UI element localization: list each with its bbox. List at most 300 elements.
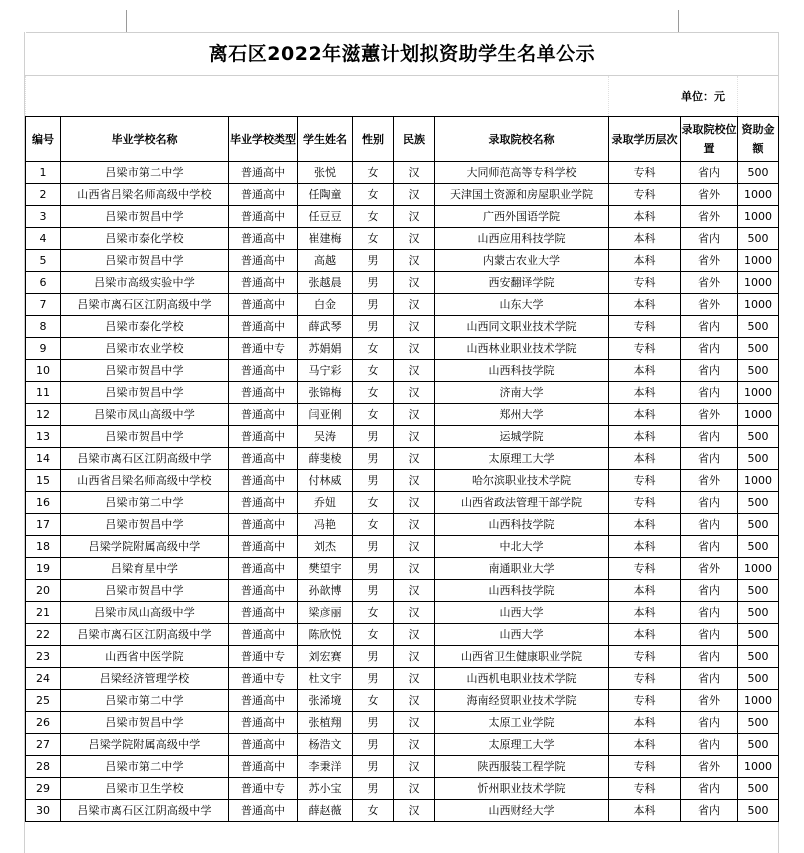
table-row (26, 272, 779, 294)
table-row (26, 294, 779, 316)
admitted-college-cell: 太原理工大学 (435, 734, 609, 756)
admitted-college-cell: 济南大学 (435, 382, 609, 404)
student-name-cell: 任陶童 (298, 184, 353, 206)
subsidy-amount-cell: 500 (738, 624, 779, 646)
header-cell: 资助金额 (738, 117, 779, 162)
degree-level-cell: 本科 (609, 734, 681, 756)
degree-level-cell: 本科 (609, 624, 681, 646)
student-name-cell: 孙歆博 (298, 580, 353, 602)
table-row (26, 756, 779, 778)
graduate-school-cell: 吕梁经济管理学校 (61, 668, 229, 690)
college-location-cell: 省外 (681, 470, 738, 492)
page-corner-mark-left (126, 10, 127, 32)
college-location-cell: 省外 (681, 558, 738, 580)
graduate-school-cell: 山西省中医学院 (61, 646, 229, 668)
school-type-cell: 普通高中 (229, 580, 298, 602)
admitted-college-cell: 海南经贸职业技术学院 (435, 690, 609, 712)
college-location-cell: 省内 (681, 800, 738, 822)
gender-cell: 男 (353, 470, 394, 492)
subsidy-amount-cell: 500 (738, 360, 779, 382)
ethnicity-cell: 汉 (394, 184, 435, 206)
graduate-school-cell: 吕梁市贺昌中学 (61, 206, 229, 228)
row-number-cell: 29 (26, 778, 61, 800)
row-number-cell: 4 (26, 228, 61, 250)
graduate-school-cell: 吕梁市卫生学校 (61, 778, 229, 800)
student-name-cell: 陈欣悦 (298, 624, 353, 646)
school-type-cell: 普通高中 (229, 382, 298, 404)
admitted-college-cell: 山西科技学院 (435, 514, 609, 536)
subsidy-amount-cell: 1000 (738, 470, 779, 492)
unit-label: 单位：元 (609, 76, 738, 117)
ethnicity-cell: 汉 (394, 294, 435, 316)
table-row (26, 162, 779, 184)
ethnicity-cell: 汉 (394, 558, 435, 580)
school-type-cell: 普通高中 (229, 536, 298, 558)
student-name-cell: 张锦梅 (298, 382, 353, 404)
ethnicity-cell: 汉 (394, 800, 435, 822)
ethnicity-cell: 汉 (394, 646, 435, 668)
subsidy-amount-cell: 1000 (738, 272, 779, 294)
student-name-cell: 付林威 (298, 470, 353, 492)
table-row (26, 382, 779, 404)
subsidy-amount-cell: 1000 (738, 184, 779, 206)
subsidy-amount-cell: 500 (738, 580, 779, 602)
row-number-cell: 19 (26, 558, 61, 580)
graduate-school-cell: 吕梁市第二中学 (61, 690, 229, 712)
admitted-college-cell: 山西林业职业技术学院 (435, 338, 609, 360)
college-location-cell: 省外 (681, 756, 738, 778)
college-location-cell: 省内 (681, 426, 738, 448)
student-name-cell: 张悦 (298, 162, 353, 184)
gender-cell: 男 (353, 558, 394, 580)
table-row (26, 426, 779, 448)
graduate-school-cell: 吕梁市凤山高级中学 (61, 404, 229, 426)
page-title: 离石区2022年滋蕙计划拟资助学生名单公示 (26, 33, 779, 76)
degree-level-cell: 本科 (609, 250, 681, 272)
student-name-cell: 刘杰 (298, 536, 353, 558)
gender-cell: 男 (353, 294, 394, 316)
row-number-cell: 25 (26, 690, 61, 712)
school-type-cell: 普通高中 (229, 602, 298, 624)
graduate-school-cell: 吕梁市农业学校 (61, 338, 229, 360)
subsidy-amount-cell: 500 (738, 514, 779, 536)
subsidy-amount-cell: 1000 (738, 250, 779, 272)
admitted-college-cell: 哈尔滨职业技术学院 (435, 470, 609, 492)
admitted-college-cell: 郑州大学 (435, 404, 609, 426)
degree-level-cell: 本科 (609, 294, 681, 316)
graduate-school-cell: 吕梁市凤山高级中学 (61, 602, 229, 624)
graduate-school-cell: 吕梁学院附属高级中学 (61, 734, 229, 756)
graduate-school-cell: 山西省吕梁名师高级中学校 (61, 470, 229, 492)
student-name-cell: 任豆豆 (298, 206, 353, 228)
college-location-cell: 省外 (681, 690, 738, 712)
graduate-school-cell: 吕梁市离石区江阴高级中学 (61, 294, 229, 316)
graduate-school-cell: 吕梁市贺昌中学 (61, 712, 229, 734)
degree-level-cell: 本科 (609, 206, 681, 228)
row-number-cell: 20 (26, 580, 61, 602)
subsidy-amount-cell: 500 (738, 162, 779, 184)
degree-level-cell: 专科 (609, 272, 681, 294)
admitted-college-cell: 广西外国语学院 (435, 206, 609, 228)
ethnicity-cell: 汉 (394, 426, 435, 448)
graduate-school-cell: 吕梁市贺昌中学 (61, 426, 229, 448)
degree-level-cell: 专科 (609, 778, 681, 800)
admitted-college-cell: 山西省卫生健康职业学院 (435, 646, 609, 668)
table-row (26, 470, 779, 492)
student-name-cell: 杨浩文 (298, 734, 353, 756)
admitted-college-cell: 西安翻译学院 (435, 272, 609, 294)
degree-level-cell: 专科 (609, 558, 681, 580)
college-location-cell: 省外 (681, 250, 738, 272)
graduate-school-cell: 吕梁市贺昌中学 (61, 580, 229, 602)
ethnicity-cell: 汉 (394, 448, 435, 470)
graduate-school-cell: 山西省吕梁名师高级中学校 (61, 184, 229, 206)
college-location-cell: 省内 (681, 580, 738, 602)
school-type-cell: 普通高中 (229, 690, 298, 712)
ethnicity-cell: 汉 (394, 338, 435, 360)
table-row (26, 624, 779, 646)
gender-cell: 男 (353, 536, 394, 558)
school-type-cell: 普通高中 (229, 448, 298, 470)
college-location-cell: 省内 (681, 536, 738, 558)
degree-level-cell: 本科 (609, 448, 681, 470)
row-number-cell: 30 (26, 800, 61, 822)
graduate-school-cell: 吕梁学院附属高级中学 (61, 536, 229, 558)
student-name-cell: 白金 (298, 294, 353, 316)
admitted-college-cell: 山西财经大学 (435, 800, 609, 822)
student-name-cell: 冯艳 (298, 514, 353, 536)
ethnicity-cell: 汉 (394, 316, 435, 338)
row-number-cell: 5 (26, 250, 61, 272)
ethnicity-cell: 汉 (394, 382, 435, 404)
school-type-cell: 普通中专 (229, 338, 298, 360)
header-cell: 编号 (26, 117, 61, 162)
header-cell: 性别 (353, 117, 394, 162)
school-type-cell: 普通高中 (229, 514, 298, 536)
college-location-cell: 省内 (681, 228, 738, 250)
row-number-cell: 9 (26, 338, 61, 360)
college-location-cell: 省内 (681, 514, 738, 536)
college-location-cell: 省内 (681, 382, 738, 404)
page-corner-mark-right (678, 10, 679, 32)
header-cell: 录取院校名称 (435, 117, 609, 162)
student-name-cell: 薛斐棱 (298, 448, 353, 470)
degree-level-cell: 专科 (609, 668, 681, 690)
school-type-cell: 普通高中 (229, 228, 298, 250)
admitted-college-cell: 山西应用科技学院 (435, 228, 609, 250)
student-name-cell: 闫亚俐 (298, 404, 353, 426)
student-name-cell: 薛武琴 (298, 316, 353, 338)
subsidy-amount-cell: 500 (738, 338, 779, 360)
table-row (26, 448, 779, 470)
table-row (26, 250, 779, 272)
degree-level-cell: 专科 (609, 492, 681, 514)
degree-level-cell: 本科 (609, 536, 681, 558)
degree-level-cell: 专科 (609, 690, 681, 712)
college-location-cell: 省内 (681, 646, 738, 668)
student-name-cell: 樊望宇 (298, 558, 353, 580)
row-number-cell: 24 (26, 668, 61, 690)
degree-level-cell: 专科 (609, 316, 681, 338)
graduate-school-cell: 吕梁市第二中学 (61, 756, 229, 778)
graduate-school-cell: 吕梁市离石区江阴高级中学 (61, 624, 229, 646)
college-location-cell: 省内 (681, 602, 738, 624)
student-name-cell: 梁彦丽 (298, 602, 353, 624)
school-type-cell: 普通高中 (229, 470, 298, 492)
gender-cell: 女 (353, 800, 394, 822)
graduate-school-cell: 吕梁市泰化学校 (61, 228, 229, 250)
admitted-college-cell: 山西科技学院 (435, 360, 609, 382)
subsidy-amount-cell: 500 (738, 800, 779, 822)
subsidy-amount-cell: 500 (738, 712, 779, 734)
school-type-cell: 普通高中 (229, 712, 298, 734)
subsidy-amount-cell: 500 (738, 602, 779, 624)
row-number-cell: 22 (26, 624, 61, 646)
student-name-cell: 杜文宇 (298, 668, 353, 690)
graduate-school-cell: 吕梁市贺昌中学 (61, 514, 229, 536)
header-cell: 学生姓名 (298, 117, 353, 162)
gender-cell: 男 (353, 646, 394, 668)
header-cell: 毕业学校类型 (229, 117, 298, 162)
student-name-cell: 崔建梅 (298, 228, 353, 250)
header-cell: 录取学历层次 (609, 117, 681, 162)
gender-cell: 女 (353, 404, 394, 426)
subsidy-amount-cell: 1000 (738, 294, 779, 316)
school-type-cell: 普通高中 (229, 272, 298, 294)
ethnicity-cell: 汉 (394, 360, 435, 382)
gender-cell: 男 (353, 778, 394, 800)
student-name-cell: 乔妞 (298, 492, 353, 514)
table-row (26, 404, 779, 426)
graduate-school-cell: 吕梁育星中学 (61, 558, 229, 580)
school-type-cell: 普通高中 (229, 206, 298, 228)
school-type-cell: 普通高中 (229, 492, 298, 514)
row-number-cell: 7 (26, 294, 61, 316)
college-location-cell: 省内 (681, 668, 738, 690)
table-row (26, 316, 779, 338)
student-name-cell: 刘宏赛 (298, 646, 353, 668)
degree-level-cell: 本科 (609, 800, 681, 822)
table-row (26, 360, 779, 382)
ethnicity-cell: 汉 (394, 756, 435, 778)
subsidy-amount-cell: 500 (738, 734, 779, 756)
graduate-school-cell: 吕梁市离石区江阴高级中学 (61, 800, 229, 822)
graduate-school-cell: 吕梁市贺昌中学 (61, 250, 229, 272)
school-type-cell: 普通高中 (229, 250, 298, 272)
ethnicity-cell: 汉 (394, 602, 435, 624)
row-number-cell: 21 (26, 602, 61, 624)
admitted-college-cell: 忻州职业技术学院 (435, 778, 609, 800)
admitted-college-cell: 运城学院 (435, 426, 609, 448)
row-number-cell: 16 (26, 492, 61, 514)
gender-cell: 女 (353, 206, 394, 228)
gender-cell: 男 (353, 250, 394, 272)
degree-level-cell: 专科 (609, 756, 681, 778)
graduate-school-cell: 吕梁市泰化学校 (61, 316, 229, 338)
school-type-cell: 普通高中 (229, 162, 298, 184)
gender-cell: 男 (353, 668, 394, 690)
header-cell: 民族 (394, 117, 435, 162)
ethnicity-cell: 汉 (394, 690, 435, 712)
admitted-college-cell: 山西大学 (435, 624, 609, 646)
student-name-cell: 苏小宝 (298, 778, 353, 800)
admitted-college-cell: 内蒙古农业大学 (435, 250, 609, 272)
college-location-cell: 省内 (681, 448, 738, 470)
ethnicity-cell: 汉 (394, 228, 435, 250)
table-row (26, 800, 779, 822)
gender-cell: 男 (353, 272, 394, 294)
school-type-cell: 普通高中 (229, 294, 298, 316)
subsidy-amount-cell: 500 (738, 426, 779, 448)
college-location-cell: 省内 (681, 778, 738, 800)
gender-cell: 女 (353, 338, 394, 360)
school-type-cell: 普通中专 (229, 778, 298, 800)
college-location-cell: 省外 (681, 206, 738, 228)
row-number-cell: 12 (26, 404, 61, 426)
table-row (26, 668, 779, 690)
ethnicity-cell: 汉 (394, 536, 435, 558)
table-row (26, 690, 779, 712)
student-name-cell: 苏娟娟 (298, 338, 353, 360)
table-row (26, 778, 779, 800)
ethnicity-cell: 汉 (394, 272, 435, 294)
gender-cell: 女 (353, 228, 394, 250)
admitted-college-cell: 天津国土资源和房屋职业学院 (435, 184, 609, 206)
gender-cell: 女 (353, 492, 394, 514)
gender-cell: 男 (353, 712, 394, 734)
subsidy-amount-cell: 1000 (738, 206, 779, 228)
degree-level-cell: 本科 (609, 404, 681, 426)
row-number-cell: 10 (26, 360, 61, 382)
gender-cell: 女 (353, 624, 394, 646)
row-number-cell: 13 (26, 426, 61, 448)
row-number-cell: 23 (26, 646, 61, 668)
admitted-college-cell: 太原工业学院 (435, 712, 609, 734)
student-name-cell: 高越 (298, 250, 353, 272)
student-name-cell: 张植翔 (298, 712, 353, 734)
ethnicity-cell: 汉 (394, 624, 435, 646)
college-location-cell: 省内 (681, 338, 738, 360)
degree-level-cell: 专科 (609, 646, 681, 668)
subsidy-amount-cell: 1000 (738, 558, 779, 580)
subsidy-amount-cell: 1000 (738, 756, 779, 778)
degree-level-cell: 本科 (609, 228, 681, 250)
table-row (26, 580, 779, 602)
school-type-cell: 普通高中 (229, 404, 298, 426)
ethnicity-cell: 汉 (394, 734, 435, 756)
gender-cell: 男 (353, 756, 394, 778)
row-number-cell: 18 (26, 536, 61, 558)
table-row (26, 558, 779, 580)
ethnicity-cell: 汉 (394, 492, 435, 514)
college-location-cell: 省外 (681, 404, 738, 426)
graduate-school-cell: 吕梁市高级实验中学 (61, 272, 229, 294)
ethnicity-cell: 汉 (394, 206, 435, 228)
admitted-college-cell: 山西省政法管理干部学院 (435, 492, 609, 514)
student-name-cell: 吴涛 (298, 426, 353, 448)
table-row (26, 646, 779, 668)
table-row (26, 184, 779, 206)
subsidy-amount-cell: 500 (738, 778, 779, 800)
degree-level-cell: 本科 (609, 580, 681, 602)
college-location-cell: 省内 (681, 316, 738, 338)
admitted-college-cell: 山东大学 (435, 294, 609, 316)
table-row (26, 338, 779, 360)
college-location-cell: 省外 (681, 272, 738, 294)
subsidy-list-table (25, 32, 779, 822)
ethnicity-cell: 汉 (394, 514, 435, 536)
degree-level-cell: 专科 (609, 338, 681, 360)
admitted-college-cell: 大同师范高等专科学校 (435, 162, 609, 184)
subsidy-amount-cell: 500 (738, 536, 779, 558)
ethnicity-cell: 汉 (394, 712, 435, 734)
college-location-cell: 省内 (681, 492, 738, 514)
degree-level-cell: 专科 (609, 470, 681, 492)
subsidy-amount-cell: 1000 (738, 404, 779, 426)
gender-cell: 女 (353, 162, 394, 184)
subsidy-amount-cell: 500 (738, 668, 779, 690)
gender-cell: 女 (353, 184, 394, 206)
gender-cell: 女 (353, 382, 394, 404)
gender-cell: 女 (353, 602, 394, 624)
row-number-cell: 17 (26, 514, 61, 536)
student-name-cell: 马宁彩 (298, 360, 353, 382)
gender-cell: 男 (353, 734, 394, 756)
row-number-cell: 6 (26, 272, 61, 294)
admitted-college-cell: 山西大学 (435, 602, 609, 624)
student-name-cell: 张越晨 (298, 272, 353, 294)
ethnicity-cell: 汉 (394, 470, 435, 492)
table-row (26, 734, 779, 756)
college-location-cell: 省外 (681, 294, 738, 316)
student-name-cell: 薛赵薇 (298, 800, 353, 822)
header-cell: 录取院校位置 (681, 117, 738, 162)
subsidy-amount-cell: 500 (738, 316, 779, 338)
subsidy-amount-cell: 500 (738, 448, 779, 470)
row-number-cell: 3 (26, 206, 61, 228)
degree-level-cell: 本科 (609, 514, 681, 536)
college-location-cell: 省内 (681, 712, 738, 734)
school-type-cell: 普通高中 (229, 360, 298, 382)
school-type-cell: 普通高中 (229, 426, 298, 448)
school-type-cell: 普通高中 (229, 624, 298, 646)
graduate-school-cell: 吕梁市第二中学 (61, 492, 229, 514)
header-cell: 毕业学校名称 (61, 117, 229, 162)
ethnicity-cell: 汉 (394, 162, 435, 184)
student-name-cell: 李秉洋 (298, 756, 353, 778)
degree-level-cell: 专科 (609, 184, 681, 206)
admitted-college-cell: 山西机电职业技术学院 (435, 668, 609, 690)
graduate-school-cell: 吕梁市离石区江阴高级中学 (61, 448, 229, 470)
row-number-cell: 26 (26, 712, 61, 734)
gender-cell: 男 (353, 426, 394, 448)
row-number-cell: 2 (26, 184, 61, 206)
student-name-cell: 张浠境 (298, 690, 353, 712)
row-number-cell: 8 (26, 316, 61, 338)
row-number-cell: 1 (26, 162, 61, 184)
table-row (26, 712, 779, 734)
school-type-cell: 普通高中 (229, 756, 298, 778)
degree-level-cell: 本科 (609, 360, 681, 382)
gender-cell: 男 (353, 580, 394, 602)
school-type-cell: 普通高中 (229, 734, 298, 756)
subsidy-amount-cell: 500 (738, 646, 779, 668)
admitted-college-cell: 陕西服装工程学院 (435, 756, 609, 778)
school-type-cell: 普通高中 (229, 800, 298, 822)
graduate-school-cell: 吕梁市第二中学 (61, 162, 229, 184)
college-location-cell: 省内 (681, 360, 738, 382)
table-row (26, 228, 779, 250)
